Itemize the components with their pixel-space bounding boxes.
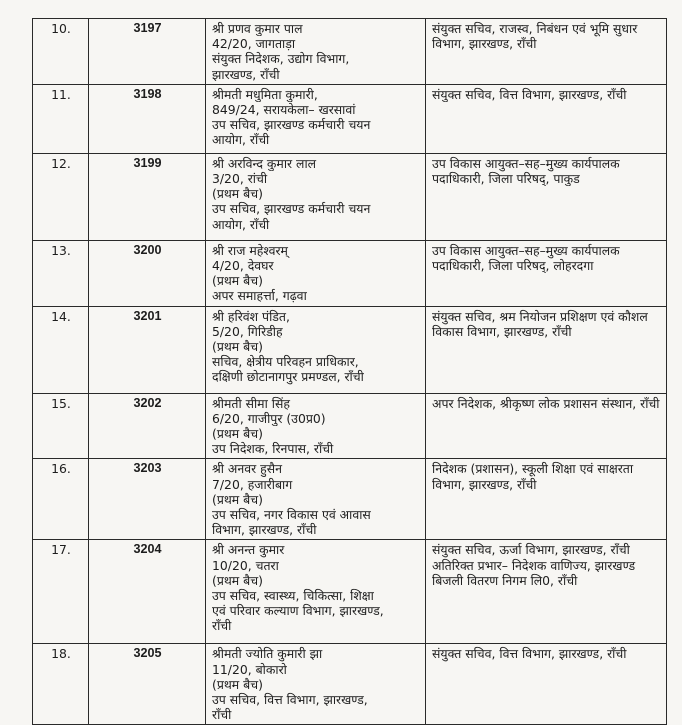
officer-detail-line: 4/20, देवघर — [212, 258, 274, 274]
officer-detail-line: 11/20, बोकारो — [212, 661, 287, 677]
officer-details-cell — [206, 459, 426, 540]
officer-details-cell — [206, 393, 426, 459]
table-row — [33, 459, 667, 540]
officer-detail-line: श्री अनन्त कुमार — [212, 542, 285, 558]
new-posting-cell — [426, 540, 667, 644]
officer-details-cell — [206, 240, 426, 306]
officer-detail-line: (प्रथम बैच) — [212, 676, 263, 692]
officer-details-cell — [206, 540, 426, 644]
table-row — [33, 393, 667, 459]
posting-line: उप विकास आयुक्त–सह–मुख्य कार्यपालक पदाधिकारी, जिला परिषद्, लोहरदगा — [432, 242, 620, 274]
officer-detail-line: उप निदेशक, रिनपास, राँची — [212, 441, 334, 457]
officer-detail-line: (प्रथम बैच) — [212, 572, 263, 588]
officer-detail-line: उप सचिव, स्वास्थ्य, चिकित्सा, शिक्षा — [212, 588, 374, 604]
officer-detail-line: 5/20, गिरिडीह — [212, 323, 283, 339]
officer-detail-line: श्री प्रणव कुमार पाल — [212, 21, 303, 36]
officer-detail-line: 849/24, सरायकेला– खरसावां — [212, 102, 356, 118]
serial-number-cell: 16. — [33, 459, 89, 540]
officer-detail-line: श्री हरिवंश पंडित, — [212, 308, 290, 324]
officer-code-cell: 3199 — [89, 153, 206, 240]
officer-detail-line: (प्रथम बैच) — [212, 339, 263, 355]
officer-detail-line: 42/20, जागताड़ा — [212, 36, 296, 52]
new-posting-cell — [426, 84, 667, 153]
officer-detail-line: 6/20, गाजीपुर (उ0प्र0) — [212, 410, 326, 426]
officer-detail-line: आयोग, राँची — [212, 132, 270, 148]
officer-details-cell — [206, 19, 426, 85]
officer-detail-line: आयोग, राँची — [212, 216, 270, 232]
serial-number-cell: 13. — [33, 240, 89, 306]
table-row — [33, 240, 667, 306]
officer-detail-line: सचिव, क्षेत्रीय परिवहन प्राधिकार, — [212, 354, 359, 370]
new-posting-cell — [426, 240, 667, 306]
officer-detail-line: (प्रथम बैच) — [212, 273, 263, 289]
officer-code-cell: 3203 — [89, 459, 206, 540]
serial-number-cell: 17. — [33, 540, 89, 644]
officer-code-cell: 3202 — [89, 393, 206, 459]
posting-line: संयुक्त सचिव, राजस्व, निबंधन एवं भूमि सुधार विभाग, झारखण्ड, राँची — [432, 21, 638, 52]
posting-line: संयुक्त सचिव, वित्त विभाग, झारखण्ड, राँची — [432, 86, 627, 102]
officer-detail-line: श्रीमती मधुमिता कुमारी, — [212, 86, 318, 102]
table-row — [33, 19, 667, 85]
new-posting-cell — [426, 306, 667, 393]
table-row — [33, 306, 667, 393]
posting-line: निदेशक (प्रशासन), स्कूली शिक्षा एवं साक्षरता विभाग, झारखण्ड, राँची — [432, 461, 634, 492]
new-posting-cell — [426, 459, 667, 540]
posting-line: संयुक्त सचिव, श्रम नियोजन प्रशिक्षण एवं कौशल विकास विभाग, झारखण्ड, राँची — [432, 308, 648, 339]
officer-detail-line: श्री अनवर हुसैन — [212, 461, 282, 477]
officer-detail-line: 3/20, रांची — [212, 171, 268, 187]
table-row — [33, 644, 667, 725]
posting-line: संयुक्त सचिव, ऊर्जा विभाग, झारखण्ड, राँची — [432, 542, 630, 558]
new-posting-cell — [426, 393, 667, 459]
officer-code-cell: 3197 — [89, 19, 206, 85]
officer-detail-line: झारखण्ड, राँची — [212, 66, 280, 82]
table-row — [33, 153, 667, 240]
officer-detail-line: राँची — [212, 707, 232, 723]
officer-detail-line: (प्रथम बैच) — [212, 491, 263, 507]
officer-detail-line: उप सचिव, वित्त विभाग, झारखण्ड, — [212, 692, 368, 708]
officer-detail-line: श्रीमती ज्योति कुमारी झा — [212, 646, 323, 662]
serial-number-cell: 11. — [33, 84, 89, 153]
serial-number-cell: 14. — [33, 306, 89, 393]
officer-transfer-table — [32, 18, 667, 725]
new-posting-cell — [426, 644, 667, 725]
table-body — [33, 19, 667, 725]
serial-number-cell: 12. — [33, 153, 89, 240]
officer-detail-line: 10/20, चतरा — [212, 557, 279, 573]
officer-details-cell — [206, 644, 426, 725]
officer-detail-line: एवं परिवार कल्याण विभाग, झारखण्ड, — [212, 603, 384, 619]
officer-detail-line: (प्रथम बैच) — [212, 426, 263, 442]
officer-detail-line: राँची — [212, 618, 232, 634]
officer-details-cell — [206, 84, 426, 153]
officer-code-cell: 3201 — [89, 306, 206, 393]
officer-detail-line: 7/20, हजारीबाग — [212, 476, 293, 492]
officer-code-cell: 3205 — [89, 644, 206, 725]
officer-code-cell: 3198 — [89, 84, 206, 153]
table-row — [33, 540, 667, 644]
officer-detail-line: संयुक्त निदेशक, उद्योग विभाग, — [212, 51, 350, 67]
officer-details-cell — [206, 153, 426, 240]
officer-detail-line: अपर समाहर्त्ता, गढ़वा — [212, 288, 307, 304]
posting-line: संयुक्त सचिव, वित्त विभाग, झारखण्ड, राँची — [432, 646, 627, 662]
posting-line: उप विकास आयुक्त–सह–मुख्य कार्यपालक पदाधिकारी, जिला परिषद्, पाकुड — [432, 155, 620, 187]
officer-detail-line: विभाग, झारखण्ड, राँची — [212, 522, 317, 538]
officer-detail-line: (प्रथम बैच) — [212, 186, 263, 202]
officer-detail-line: उप सचिव, झारखण्ड कर्मचारी चयन — [212, 201, 371, 217]
officer-detail-line: श्रीमती सीमा सिंह — [212, 395, 290, 411]
new-posting-cell — [426, 153, 667, 240]
serial-number-cell: 10. — [33, 19, 89, 85]
officer-detail-line: उप सचिव, नगर विकास एवं आवास — [212, 507, 371, 523]
officer-details-cell — [206, 306, 426, 393]
serial-number-cell: 18. — [33, 644, 89, 725]
officer-detail-line: दक्षिणी छोटानागपुर प्रमण्डल, राँची — [212, 369, 364, 385]
officer-detail-line: श्री अरविन्द कुमार लाल — [212, 155, 317, 171]
posting-line: अतिरिक्त प्रभार– निदेशक वाणिज्य, झारखण्ड बिजली वितरण निगम लि0, राँची — [432, 557, 636, 588]
serial-number-cell: 15. — [33, 393, 89, 459]
officer-detail-line: श्री राज महेश्वरम् — [212, 242, 288, 258]
table-row — [33, 84, 667, 153]
posting-line: अपर निदेशक, श्रीकृष्ण लोक प्रशासन संस्थान, राँची — [432, 395, 660, 411]
officer-code-cell: 3204 — [89, 540, 206, 644]
new-posting-cell — [426, 19, 667, 85]
officer-code-cell: 3200 — [89, 240, 206, 306]
officer-detail-line: उप सचिव, झारखण्ड कर्मचारी चयन — [212, 117, 371, 133]
